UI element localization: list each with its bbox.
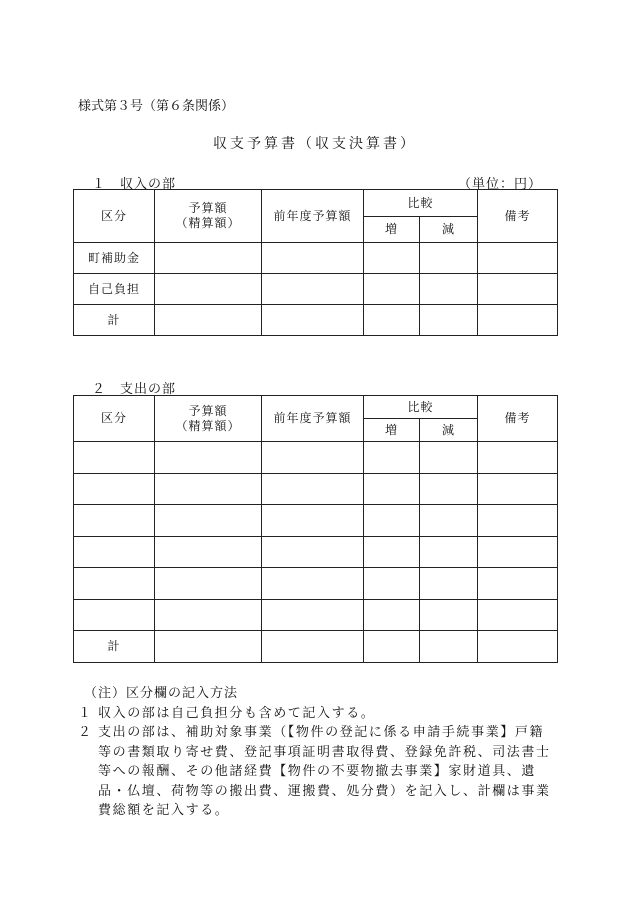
increase-cell[interactable] <box>364 305 420 336</box>
decrease-cell[interactable] <box>420 599 478 631</box>
notes-heading: （注）区分欄の記入方法 <box>84 686 239 701</box>
decrease-cell[interactable] <box>420 243 478 274</box>
budget-cell[interactable] <box>155 442 262 474</box>
budget-cell[interactable] <box>155 568 262 600</box>
increase-cell[interactable] <box>364 243 420 274</box>
row-label[interactable] <box>74 536 155 568</box>
remarks-cell[interactable] <box>478 305 558 336</box>
header-settled-label: （精算額） <box>175 418 241 433</box>
decrease-cell[interactable] <box>420 473 478 505</box>
budget-cell[interactable] <box>155 631 262 663</box>
remarks-cell[interactable] <box>478 536 558 568</box>
income-table <box>73 189 558 336</box>
prev-year-cell[interactable] <box>262 305 364 336</box>
row-label: 計 <box>74 631 155 663</box>
header-budget-label: 予算額 <box>188 201 228 215</box>
row-label[interactable] <box>74 599 155 631</box>
expenditure-section-title: ２ 支出の部 <box>92 382 177 397</box>
header-decrease: 減 <box>420 217 478 243</box>
remarks-cell[interactable] <box>478 568 558 600</box>
income-section-title: １ 収入の部 <box>92 177 177 192</box>
table-row <box>74 243 558 274</box>
remarks-cell[interactable] <box>478 505 558 537</box>
budget-cell[interactable] <box>155 274 262 305</box>
remarks-cell[interactable] <box>478 599 558 631</box>
header-remarks: 備考 <box>478 396 558 442</box>
prev-year-cell[interactable] <box>262 442 364 474</box>
note-number: １ <box>78 705 93 721</box>
header-comparison: 比較 <box>364 396 478 419</box>
decrease-cell[interactable] <box>420 442 478 474</box>
budget-cell[interactable] <box>155 536 262 568</box>
row-label[interactable] <box>74 442 155 474</box>
increase-cell[interactable] <box>364 473 420 505</box>
remarks-cell[interactable] <box>478 243 558 274</box>
increase-cell[interactable] <box>364 536 420 568</box>
prev-year-cell[interactable] <box>262 568 364 600</box>
decrease-cell[interactable] <box>420 536 478 568</box>
table-row <box>74 442 558 474</box>
unit-label: （単位：円） <box>457 177 542 192</box>
header-increase: 増 <box>364 419 420 442</box>
remarks-cell[interactable] <box>478 442 558 474</box>
header-budget <box>155 396 262 442</box>
remarks-cell[interactable] <box>478 274 558 305</box>
prev-year-cell[interactable] <box>262 536 364 568</box>
prev-year-cell[interactable] <box>262 473 364 505</box>
row-label[interactable] <box>74 505 155 537</box>
header-category: 区分 <box>74 396 155 442</box>
note-item <box>78 723 558 821</box>
prev-year-cell[interactable] <box>262 243 364 274</box>
table-row-total <box>74 305 558 336</box>
decrease-cell[interactable] <box>420 274 478 305</box>
table-row-total <box>74 631 558 663</box>
note-item <box>78 704 558 724</box>
prev-year-cell[interactable] <box>262 274 364 305</box>
row-label: 自己負担 <box>74 274 155 305</box>
note-text: 収入の部は自己負担分も含めて記入する。 <box>98 705 376 721</box>
decrease-cell[interactable] <box>420 568 478 600</box>
expenditure-table <box>73 395 558 663</box>
prev-year-cell[interactable] <box>262 631 364 663</box>
increase-cell[interactable] <box>364 568 420 600</box>
document-title: 収支予算書（収支決算書） <box>213 136 417 152</box>
table-row <box>74 568 558 600</box>
note-number: ２ <box>78 725 93 740</box>
header-category: 区分 <box>74 190 155 243</box>
increase-cell[interactable] <box>364 442 420 474</box>
header-comparison: 比較 <box>364 190 478 217</box>
note-text: 支出の部は、補助対象事業（【物件の登記に係る申請手続事業】戸籍等の書類取り寄せ費、登記事項証明書取得費、登録免許税、司法書士等への報酬、その他諸経費【物件の不要物撤去事業】家財道具、遺品・仏壇、荷物等の搬出費、運搬費、処分費）を記入し、計欄は事業費総額を記入する。 <box>98 725 551 818</box>
header-budget <box>155 190 262 243</box>
decrease-cell[interactable] <box>420 631 478 663</box>
table-row <box>74 599 558 631</box>
row-label: 町補助金 <box>74 243 155 274</box>
header-prev-year: 前年度予算額 <box>262 190 364 243</box>
budget-cell[interactable] <box>155 505 262 537</box>
header-remarks: 備考 <box>478 190 558 243</box>
row-label: 計 <box>74 305 155 336</box>
remarks-cell[interactable] <box>478 473 558 505</box>
row-label[interactable] <box>74 568 155 600</box>
prev-year-cell[interactable] <box>262 599 364 631</box>
table-row <box>74 274 558 305</box>
increase-cell[interactable] <box>364 631 420 663</box>
form-number: 様式第３号（第６条関係） <box>78 99 235 114</box>
row-label[interactable] <box>74 473 155 505</box>
increase-cell[interactable] <box>364 599 420 631</box>
table-row <box>74 505 558 537</box>
remarks-cell[interactable] <box>478 631 558 663</box>
decrease-cell[interactable] <box>420 305 478 336</box>
header-decrease: 減 <box>420 419 478 442</box>
prev-year-cell[interactable] <box>262 505 364 537</box>
header-prev-year: 前年度予算額 <box>262 396 364 442</box>
notes <box>78 684 558 821</box>
header-settled-label: （精算額） <box>175 216 241 230</box>
budget-cell[interactable] <box>155 599 262 631</box>
table-row <box>74 473 558 505</box>
table-row <box>74 536 558 568</box>
budget-cell[interactable] <box>155 473 262 505</box>
budget-cell[interactable] <box>155 305 262 336</box>
budget-cell[interactable] <box>155 243 262 274</box>
header-budget-label: 予算額 <box>188 403 228 418</box>
decrease-cell[interactable] <box>420 505 478 537</box>
increase-cell[interactable] <box>364 274 420 305</box>
header-increase: 増 <box>364 217 420 243</box>
increase-cell[interactable] <box>364 505 420 537</box>
